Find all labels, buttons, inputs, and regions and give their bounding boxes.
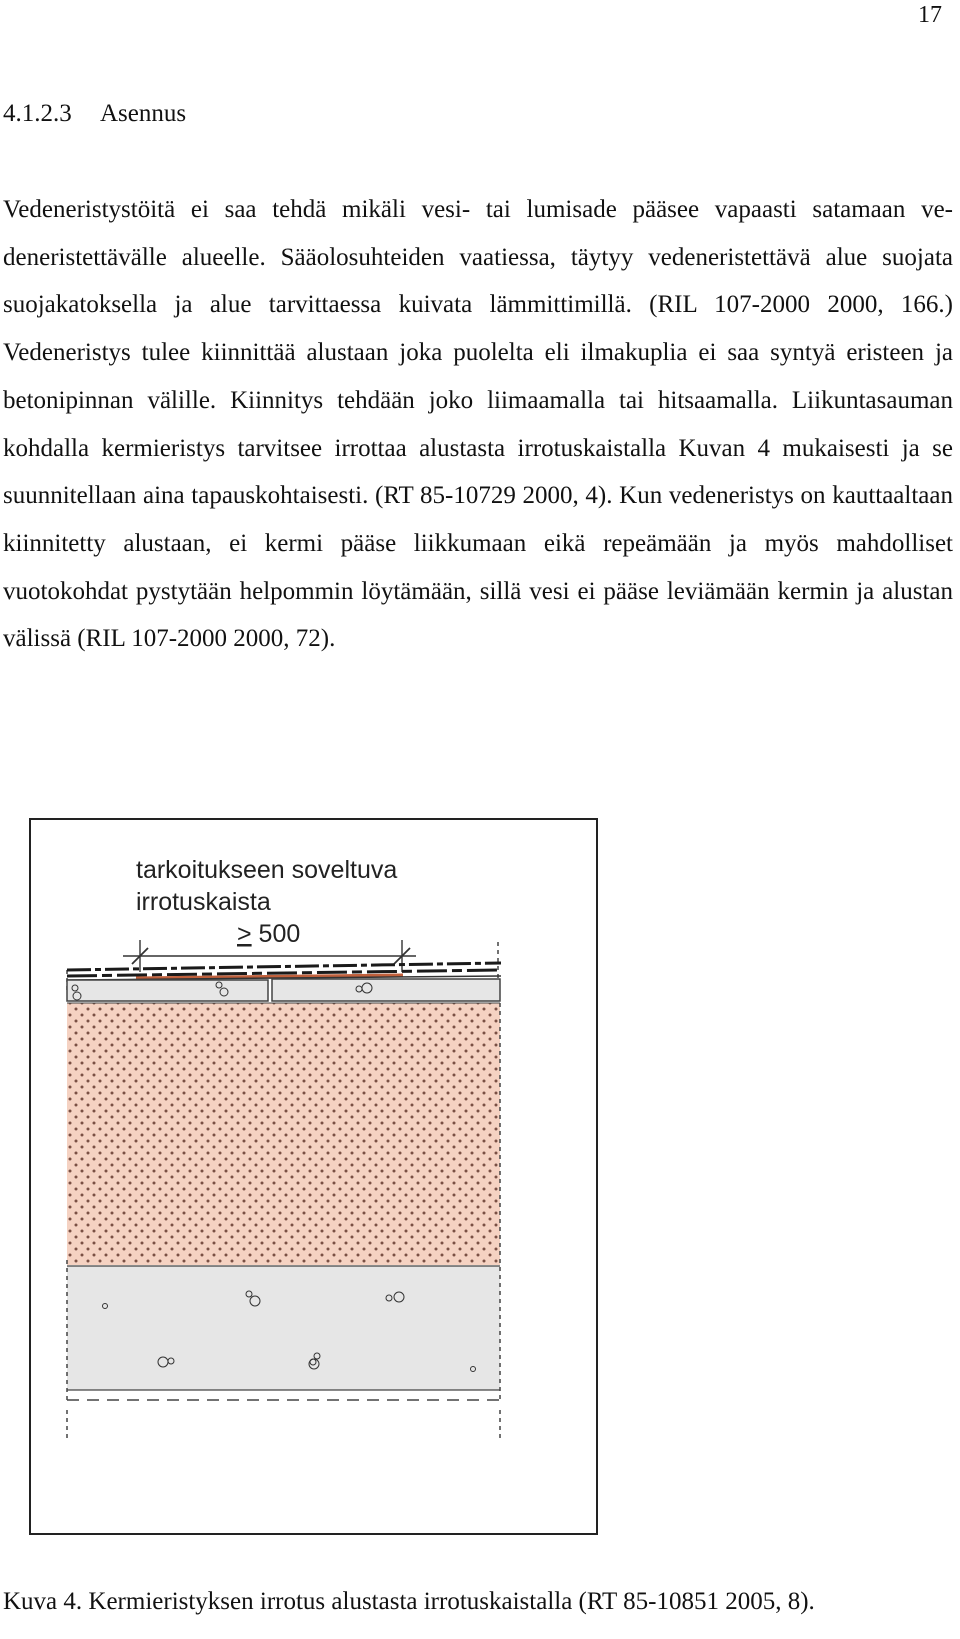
figure-caption: Kuva 4. Kermieristyksen irrotus alustasta irrotuskaistalla (RT 85-10851 2005, 8). xyxy=(3,1588,815,1615)
concrete-slab xyxy=(67,1266,500,1390)
figure-label-line1: tarkoitukseen soveltuva xyxy=(136,856,398,884)
dimension-value: 500 xyxy=(251,920,301,948)
screed-left xyxy=(67,980,268,1001)
section-heading xyxy=(3,100,186,128)
body-paragraph: Vedeneristystöitä ei saa tehdä mikäli vesi- tai lumisade pääsee vapaasti satamaan vedeneristettävälle alueelle. Sääolosuhteiden vaatiessa, täytyy vedeneristettävä alue suojata suojakatoksella ja alue tarvittaessa kuivata lämmittimillä. (RIL 107-2000 2000, 166.) Vedeneristys tulee kiinnittää alustaan joka puolelta eli ilmakuplia ei saa syntyä eristeen ja betonipinnan välille. Kiinnitys tehdään joko liimaamalla tai hitsaamalla. Liikuntasauman kohdalla kermieristys tarvitsee irrottaa alustasta irrotuskaistalla Kuvan 4 mukaisesti ja se suunnitellaan aina tapauskohtaisesti. (RT 85-10729 2000, 4). Kun vedeneristys on kauttaaltaan kiinnitetty alustaan, ei kermi pääse liikkumaan eikä repeämään ja myös mahdolliset vuotokohdat pystytään helpommin löytämään, sillä vesi ei pääse leviämään kermin ja alustan välissä (RIL 107-2000 2000, 72). xyxy=(3,196,953,653)
joint-detail-drawing xyxy=(31,820,600,1537)
insulation-layer xyxy=(67,1003,500,1265)
dimension-label xyxy=(237,920,300,948)
dimension-symbol: > xyxy=(237,920,252,948)
figure-label-line2: irrotuskaista xyxy=(136,888,271,916)
figure-joint-detail xyxy=(29,818,598,1535)
page-number: 17 xyxy=(918,2,942,28)
section-title: Asennus xyxy=(100,100,187,127)
section-number: 4.1.2.3 xyxy=(3,100,72,127)
screed-right xyxy=(272,979,500,1001)
